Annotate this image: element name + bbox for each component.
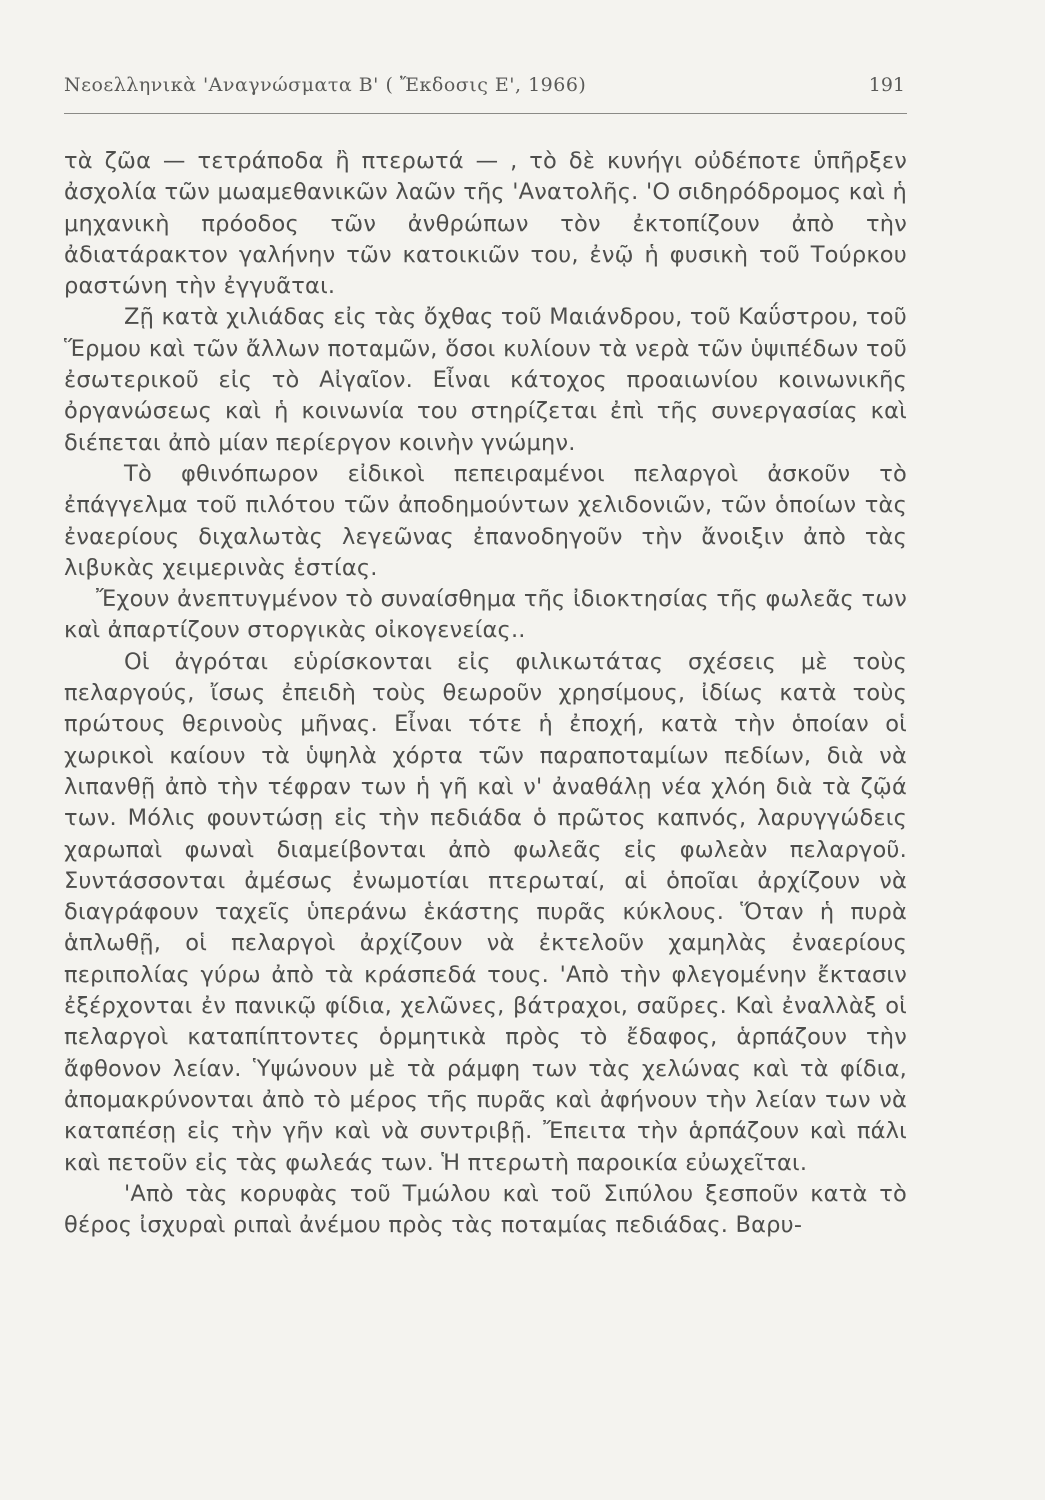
paragraph-farmers: Οἱ ἀγρόται εὑρίσκονται εἰς φιλικωτάτας σχέσεις μὲ τοὺς πελαργούς, ἴσως ἐπειδὴ τοὺς θεωροῦν χρησίμους, ἰδίως κατὰ τοὺς πρώτους θερινοὺς μῆνας. Εἶναι τότε ἡ ἐποχή, κατὰ τὴν ὁποίαν οἱ χωρικοὶ καίουν τὰ ὑψηλὰ χόρτα τῶν παραποταμίων πεδίων, διὰ νὰ λιπανθῇ ἀπὸ τὴν τέφραν των ἡ γῆ καὶ ν' ἀναθάλῃ νέα χλόη διὰ τὰ ζῷά των. Μόλις φουντώσῃ εἰς τὴν πεδιάδα ὁ πρῶτος καπνός, λαρυγγώδεις χαρωπαὶ φωναὶ διαμείβονται ἀπὸ φωλεᾶς εἰς φωλεὰν πελαργοῦ. Συντάσσονται ἀμέσως ἐνωμοτίαι πτερωταί, αἱ ὁποῖαι ἀρχίζουν νὰ διαγράφουν ταχεῖς ὑπεράνω ἑκάστης πυρᾶς κύκλους. Ὅταν ἡ πυρὰ ἁπλωθῇ, οἱ πελαργοὶ ἀρχίζουν νὰ ἐκτελοῦν χαμηλὰς ἐναερίους περιπολίας γύρω ἀπὸ τὰ κράσπεδά τους. 'Απὸ τὴν φλεγομένην ἔκτασιν ἐξέρχονται ἐν πανικῷ φίδια, χελῶνες, βάτραχοι, σαῦρες. Καὶ ἐναλλὰξ οἱ πελαργοὶ καταπίπτοντες ὁρμητικὰ πρὸς τὸ ἔδαφος, ἁρπάζουν τὴν ἄφθονον λείαν. Ὑψώνουν μὲ τὰ ράμφη των τὰς χελώνας καὶ τὰ φίδια, ἀπομακρύνονται ἀπὸ τὸ μέρος τῆς πυρᾶς καὶ ἀφήνουν τὴν λείαν των νὰ καταπέσῃ εἰς τὴν γῆν καὶ νὰ συντριβῇ. Ἔπειτα τὴν ἁρπάζουν καὶ πάλι καὶ πετοῦν εἰς τὰς φωλεάς των. Ἡ πτερωτὴ παροικία εὐωχεῖται. xyxy=(64,648,907,1176)
paragraph-winds: 'Απὸ τὰς κορυφὰς τοῦ Τμώλου καὶ τοῦ Σιπύλου ξεσποῦν κατὰ τὸ θέρος ἰσχυραὶ ριπαὶ ἀνέμου πρὸς τὰς ποταμίας πεδιάδας. Βαρυ- xyxy=(64,1180,907,1239)
running-header xyxy=(64,74,907,104)
header-rule xyxy=(64,113,907,114)
running-title: Νεοελληνικὰ 'Αναγνώσματα Β' ( Ἔκδοσις Ε', 1966) xyxy=(64,74,587,96)
paragraph-autumn: Τὸ φθινόπωρον εἰδικοὶ πεπειραμένοι πελαργοὶ ἀσκοῦν τὸ ἐπάγγελμα τοῦ πιλότου τῶν ἀποδημούντων χελιδονιῶν, τῶν ὁποίων τὰς ἐναερίους διχαλωτὰς λεγεῶνας ἐπανοδηγοῦν τὴν ἄνοιξιν ἀπὸ τὰς λιβυκὰς χειμερινὰς ἑστίας. xyxy=(64,460,907,581)
paragraph-nests: Ἔχουν ἀνεπτυγμένον τὸ συναίσθημα τῆς ἰδιοκτησίας τῆς φωλεᾶς των καὶ ἀπαρτίζουν στοργικὰς οἰκογενείας.. xyxy=(64,586,907,644)
page-number: 191 xyxy=(868,74,905,96)
paragraph-rivers: Ζῇ κατὰ χιλιάδας εἰς τὰς ὄχθας τοῦ Μαιάνδρου, τοῦ Καΰστρου, τοῦ Ἕρμου καὶ τῶν ἄλλων ποταμῶν, ὅσοι κυλίουν τὰ νερὰ τῶν ὑψιπέδων τοῦ ἐσωτερικοῦ εἰς τὸ Αἰγαῖον. Εἶναι κάτοχος προαιωνίου κοινωνικῆς ὀργανώσεως καὶ ἡ κοινωνία του στηρίζεται ἐπὶ τῆς συνεργασίας καὶ διέπεται ἀπὸ μίαν περίεργον κοινὴν γνώμην. xyxy=(64,304,907,456)
body-text xyxy=(64,146,907,1241)
paragraph-continuation: τὰ ζῶα — τετράποδα ἢ πτερωτά — , τὸ δὲ κυνήγι οὐδέποτε ὑπῆρξεν ἀσχολία τῶν μωαμεθανικῶν λαῶν τῆς 'Ανατολῆς. 'Ο σιδηρόδρομος καὶ ἡ μηχανικὴ πρόοδος τῶν ἀνθρώπων τὸν ἐκτοπίζουν ἀπὸ τὴν ἀδιατάρακτον γαλήνην τῶν κατοικιῶν του, ἐνῷ ἡ φυσικὴ τοῦ Τούρκου ραστώνη τὴν ἐγγυᾶται. xyxy=(64,148,907,300)
